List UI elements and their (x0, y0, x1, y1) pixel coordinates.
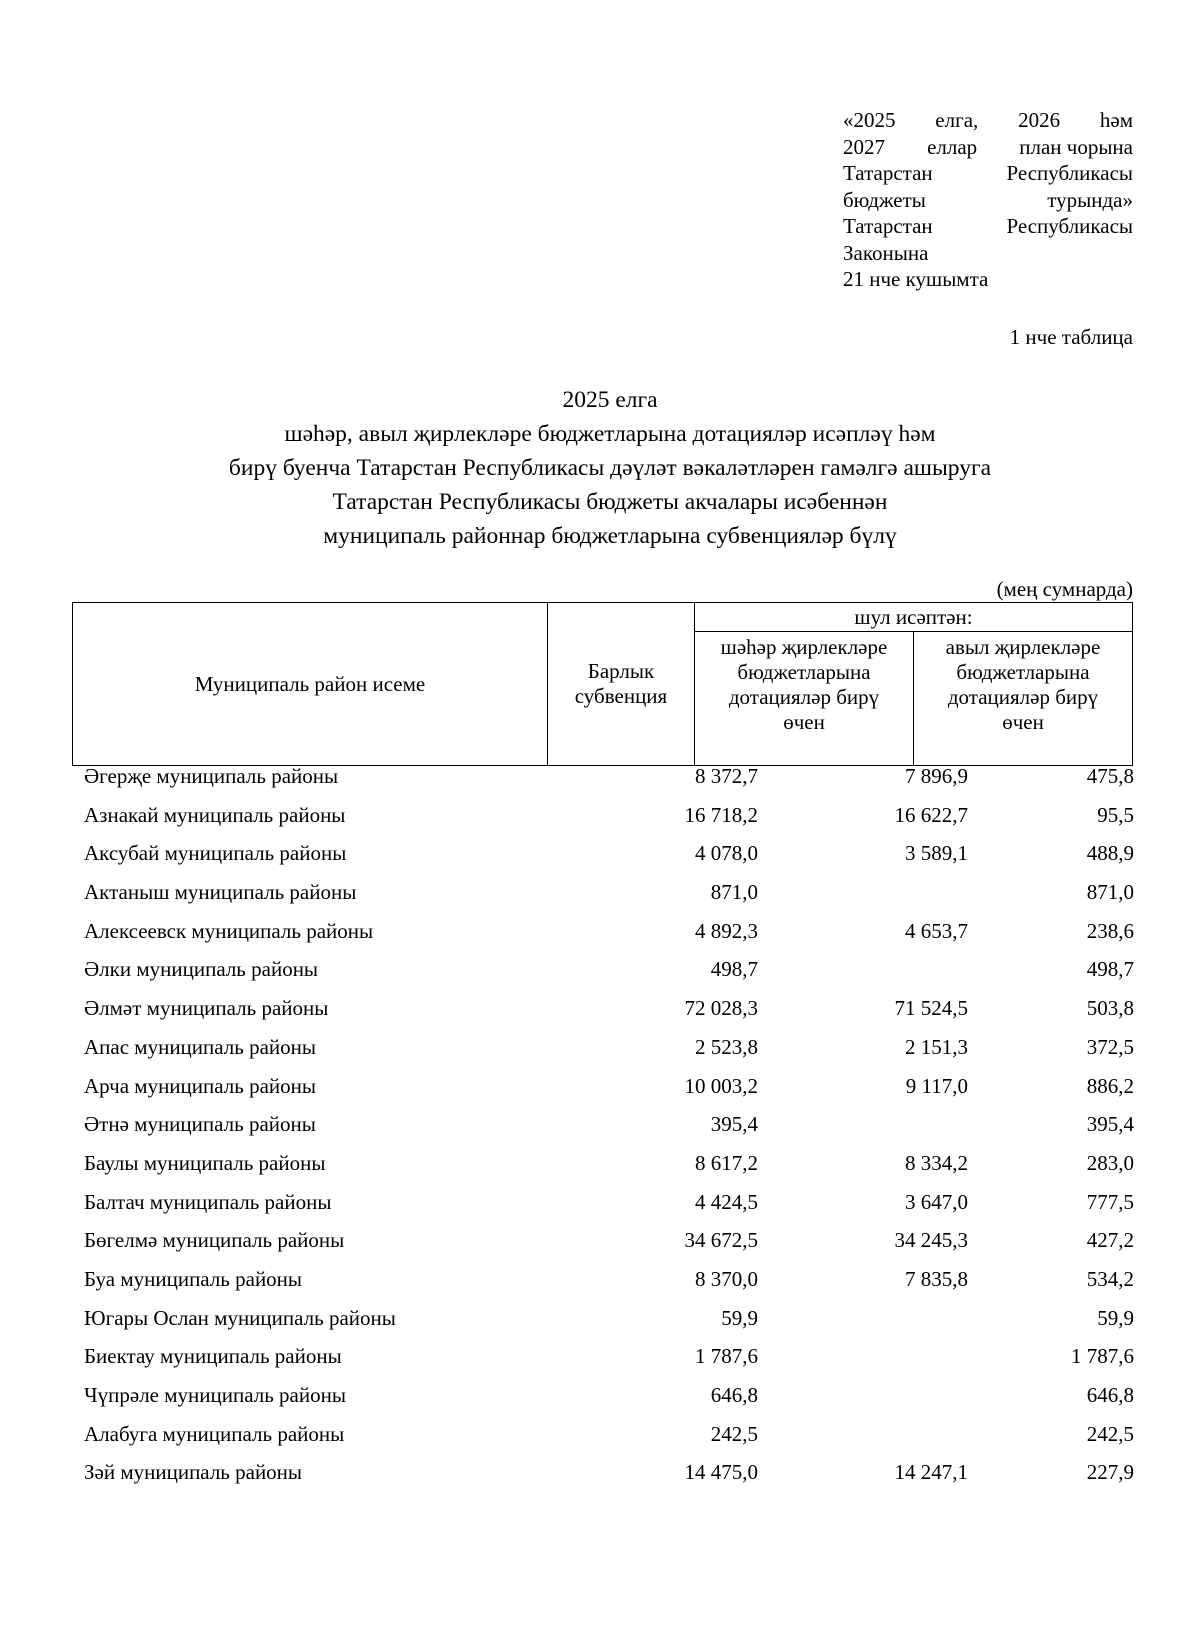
city-value: 8 334,2 (905, 1150, 968, 1175)
rural-value: 503,8 (1086, 996, 1134, 1021)
header-name (73, 603, 548, 766)
header-city (695, 632, 914, 766)
annex-word: Законына (843, 240, 929, 265)
total-value: 16 718,2 (684, 802, 758, 827)
annex-line (843, 240, 1133, 267)
total-value: 498,7 (710, 957, 758, 982)
total-value: 2 523,8 (695, 1034, 758, 1059)
annex-word: 21 нче кушымта (843, 267, 989, 291)
total-value: 72 028,3 (684, 996, 758, 1021)
city-value: 14 247,1 (894, 1460, 968, 1485)
total-value: 1 787,6 (695, 1344, 758, 1369)
header-group-label: шул исәптән: (854, 605, 973, 629)
table-row (84, 1190, 1134, 1229)
table-row (84, 957, 1134, 996)
table-row (84, 1267, 1134, 1306)
annex-word: план чорына (1019, 134, 1133, 159)
units-label: (мең сумнарда) (996, 577, 1133, 601)
header-name-label: Муниципаль район исеме (194, 671, 426, 696)
rural-value: 427,2 (1086, 1228, 1134, 1253)
rural-value: 242,5 (1086, 1421, 1134, 1446)
district-name: Әлки муниципаль районы (84, 957, 319, 982)
rural-value: 488,9 (1086, 841, 1134, 866)
annex-word: турында» (1047, 187, 1133, 212)
table-row (84, 803, 1134, 842)
district-name: Актаныш муниципаль районы (84, 880, 357, 905)
annex-word: 2027 (843, 134, 885, 159)
table-row (84, 996, 1134, 1035)
district-name: Балтач муниципаль районы (84, 1189, 332, 1214)
table-number: 1 нче таблица (1009, 325, 1133, 349)
annex-word: Республикасы (1006, 214, 1133, 238)
city-value: 16 622,7 (894, 802, 968, 827)
rural-value: 95,5 (1097, 802, 1134, 827)
rural-value: 475,8 (1086, 764, 1134, 788)
rural-value: 871,0 (1086, 880, 1134, 905)
rural-value: 886,2 (1086, 1073, 1134, 1098)
rural-value: 238,6 (1086, 918, 1134, 943)
header-rural-line: бюджетларына (956, 660, 1090, 684)
rural-value: 498,7 (1086, 957, 1134, 982)
total-value: 14 475,0 (684, 1460, 758, 1485)
city-value: 7 896,9 (905, 764, 968, 788)
table-row (84, 880, 1134, 919)
table-row (84, 1035, 1134, 1074)
annex-line (843, 107, 1133, 134)
table-header (72, 602, 1133, 766)
district-name: Арча муниципаль районы (84, 1073, 316, 1098)
district-name: Бөгелмә муниципаль районы (84, 1228, 345, 1253)
annex-word: еллар (927, 134, 978, 159)
city-value: 4 653,7 (905, 918, 968, 943)
city-value: 9 117,0 (905, 1073, 968, 1098)
title-line: 2025 елга (562, 387, 658, 413)
header-city-line: шәһәр җирлекләре (720, 635, 888, 659)
total-value: 4 078,0 (695, 841, 758, 866)
total-value: 4 892,3 (695, 918, 758, 943)
document-title (60, 383, 1160, 553)
header-rural-line: өчен (1002, 710, 1044, 734)
district-name: Әтнә муниципаль районы (84, 1112, 316, 1137)
table-row (84, 1383, 1134, 1422)
rural-value: 227,9 (1086, 1460, 1134, 1485)
district-name: Чүпрәле муниципаль районы (84, 1383, 346, 1407)
table-body (84, 764, 1134, 1499)
table-row (84, 1151, 1134, 1190)
rural-value: 534,2 (1086, 1266, 1134, 1291)
table-row (84, 1422, 1134, 1461)
annex-line (843, 160, 1133, 187)
district-name: Аксубай муниципаль районы (84, 841, 347, 866)
annex-line (843, 134, 1133, 161)
annex-word: һәм (1099, 108, 1133, 132)
annex-line (843, 266, 1133, 293)
district-name: Азнакай муниципаль районы (84, 802, 346, 827)
rural-value: 283,0 (1086, 1150, 1134, 1175)
annex-line (843, 213, 1133, 240)
header-total-line: субвенция (574, 684, 668, 708)
district-name: Биектау муниципаль районы (84, 1344, 342, 1369)
rural-value: 777,5 (1086, 1189, 1134, 1214)
title-line: муниципаль районнар бюджетларына субвенцияләр бүлү (323, 523, 897, 549)
district-name: Югары Ослан муниципаль районы (84, 1305, 396, 1330)
annex-header (843, 107, 1133, 293)
annex-word: 2026 (1018, 108, 1061, 132)
header-rural (914, 632, 1133, 766)
header-rural-line: дотацияләр бирү (947, 685, 1099, 709)
city-value: 3 647,0 (905, 1189, 968, 1214)
rural-value: 372,5 (1086, 1034, 1134, 1059)
table-row (84, 764, 1134, 803)
header-rural-line: авыл җирлекләре (945, 635, 1101, 659)
header-city-line: бюджетларына (737, 660, 871, 684)
title-line: шәһәр, авыл җирлекләре бюджетларына дотацияләр исәпләү һәм (284, 421, 936, 447)
annex-line (843, 187, 1133, 214)
total-value: 871,0 (710, 880, 758, 905)
total-value: 59,9 (721, 1305, 758, 1330)
title-line: бирү буенча Татарстан Республикасы дәүләт вәкаләтләрен гамәлгә ашыруга (228, 455, 992, 481)
total-value: 242,5 (710, 1421, 758, 1446)
annex-word: Татарстан (843, 214, 933, 238)
district-name: Әлмәт муниципаль районы (84, 996, 329, 1021)
annex-word: бюджеты (843, 187, 926, 212)
total-value: 4 424,5 (695, 1189, 758, 1214)
rural-value: 395,4 (1086, 1112, 1134, 1137)
header-city-line: дотацияләр бирү (728, 685, 880, 709)
district-name: Апас муниципаль районы (84, 1034, 316, 1059)
district-name: Буа муниципаль районы (84, 1266, 303, 1291)
city-value: 2 151,3 (905, 1034, 968, 1059)
table-row (84, 1344, 1134, 1383)
header-group (695, 603, 1133, 632)
rural-value: 59,9 (1097, 1305, 1134, 1330)
city-value: 7 835,8 (905, 1266, 968, 1291)
district-name: Алабуга муниципаль районы (84, 1421, 345, 1446)
header-city-line: өчен (783, 710, 825, 734)
table-row (84, 841, 1134, 880)
total-value: 395,4 (710, 1112, 758, 1137)
header-total-line: Барлык (587, 659, 655, 683)
table-row (84, 1074, 1134, 1113)
city-value: 34 245,3 (894, 1228, 968, 1253)
table-row (84, 1460, 1134, 1499)
district-name: Баулы муниципаль районы (84, 1150, 326, 1175)
total-value: 8 370,0 (695, 1266, 758, 1291)
title-line: Татарстан Республикасы бюджеты акчалары исәбеннән (332, 489, 888, 515)
table-row (84, 919, 1134, 958)
total-value: 646,8 (710, 1383, 758, 1407)
total-value: 8 617,2 (695, 1150, 758, 1175)
annex-word: Республикасы (1006, 161, 1133, 185)
annex-word: елга, (935, 108, 979, 132)
district-name: Алексеевск муниципаль районы (84, 918, 374, 943)
annex-word: Татарстан (843, 161, 933, 185)
rural-value: 1 787,6 (1071, 1344, 1134, 1369)
table-row (84, 1112, 1134, 1151)
annex-word: «2025 (843, 108, 896, 132)
total-value: 8 372,7 (695, 764, 758, 788)
city-value: 71 524,5 (894, 996, 968, 1021)
city-value: 3 589,1 (905, 841, 968, 866)
rural-value: 646,8 (1086, 1383, 1134, 1407)
total-value: 10 003,2 (684, 1073, 758, 1098)
table-row (84, 1228, 1134, 1267)
total-value: 34 672,5 (684, 1228, 758, 1253)
district-name: Әгерҗе муниципаль районы (84, 764, 339, 788)
district-name: Зәй муниципаль районы (84, 1460, 303, 1485)
header-total (548, 603, 695, 766)
table-row (84, 1306, 1134, 1345)
